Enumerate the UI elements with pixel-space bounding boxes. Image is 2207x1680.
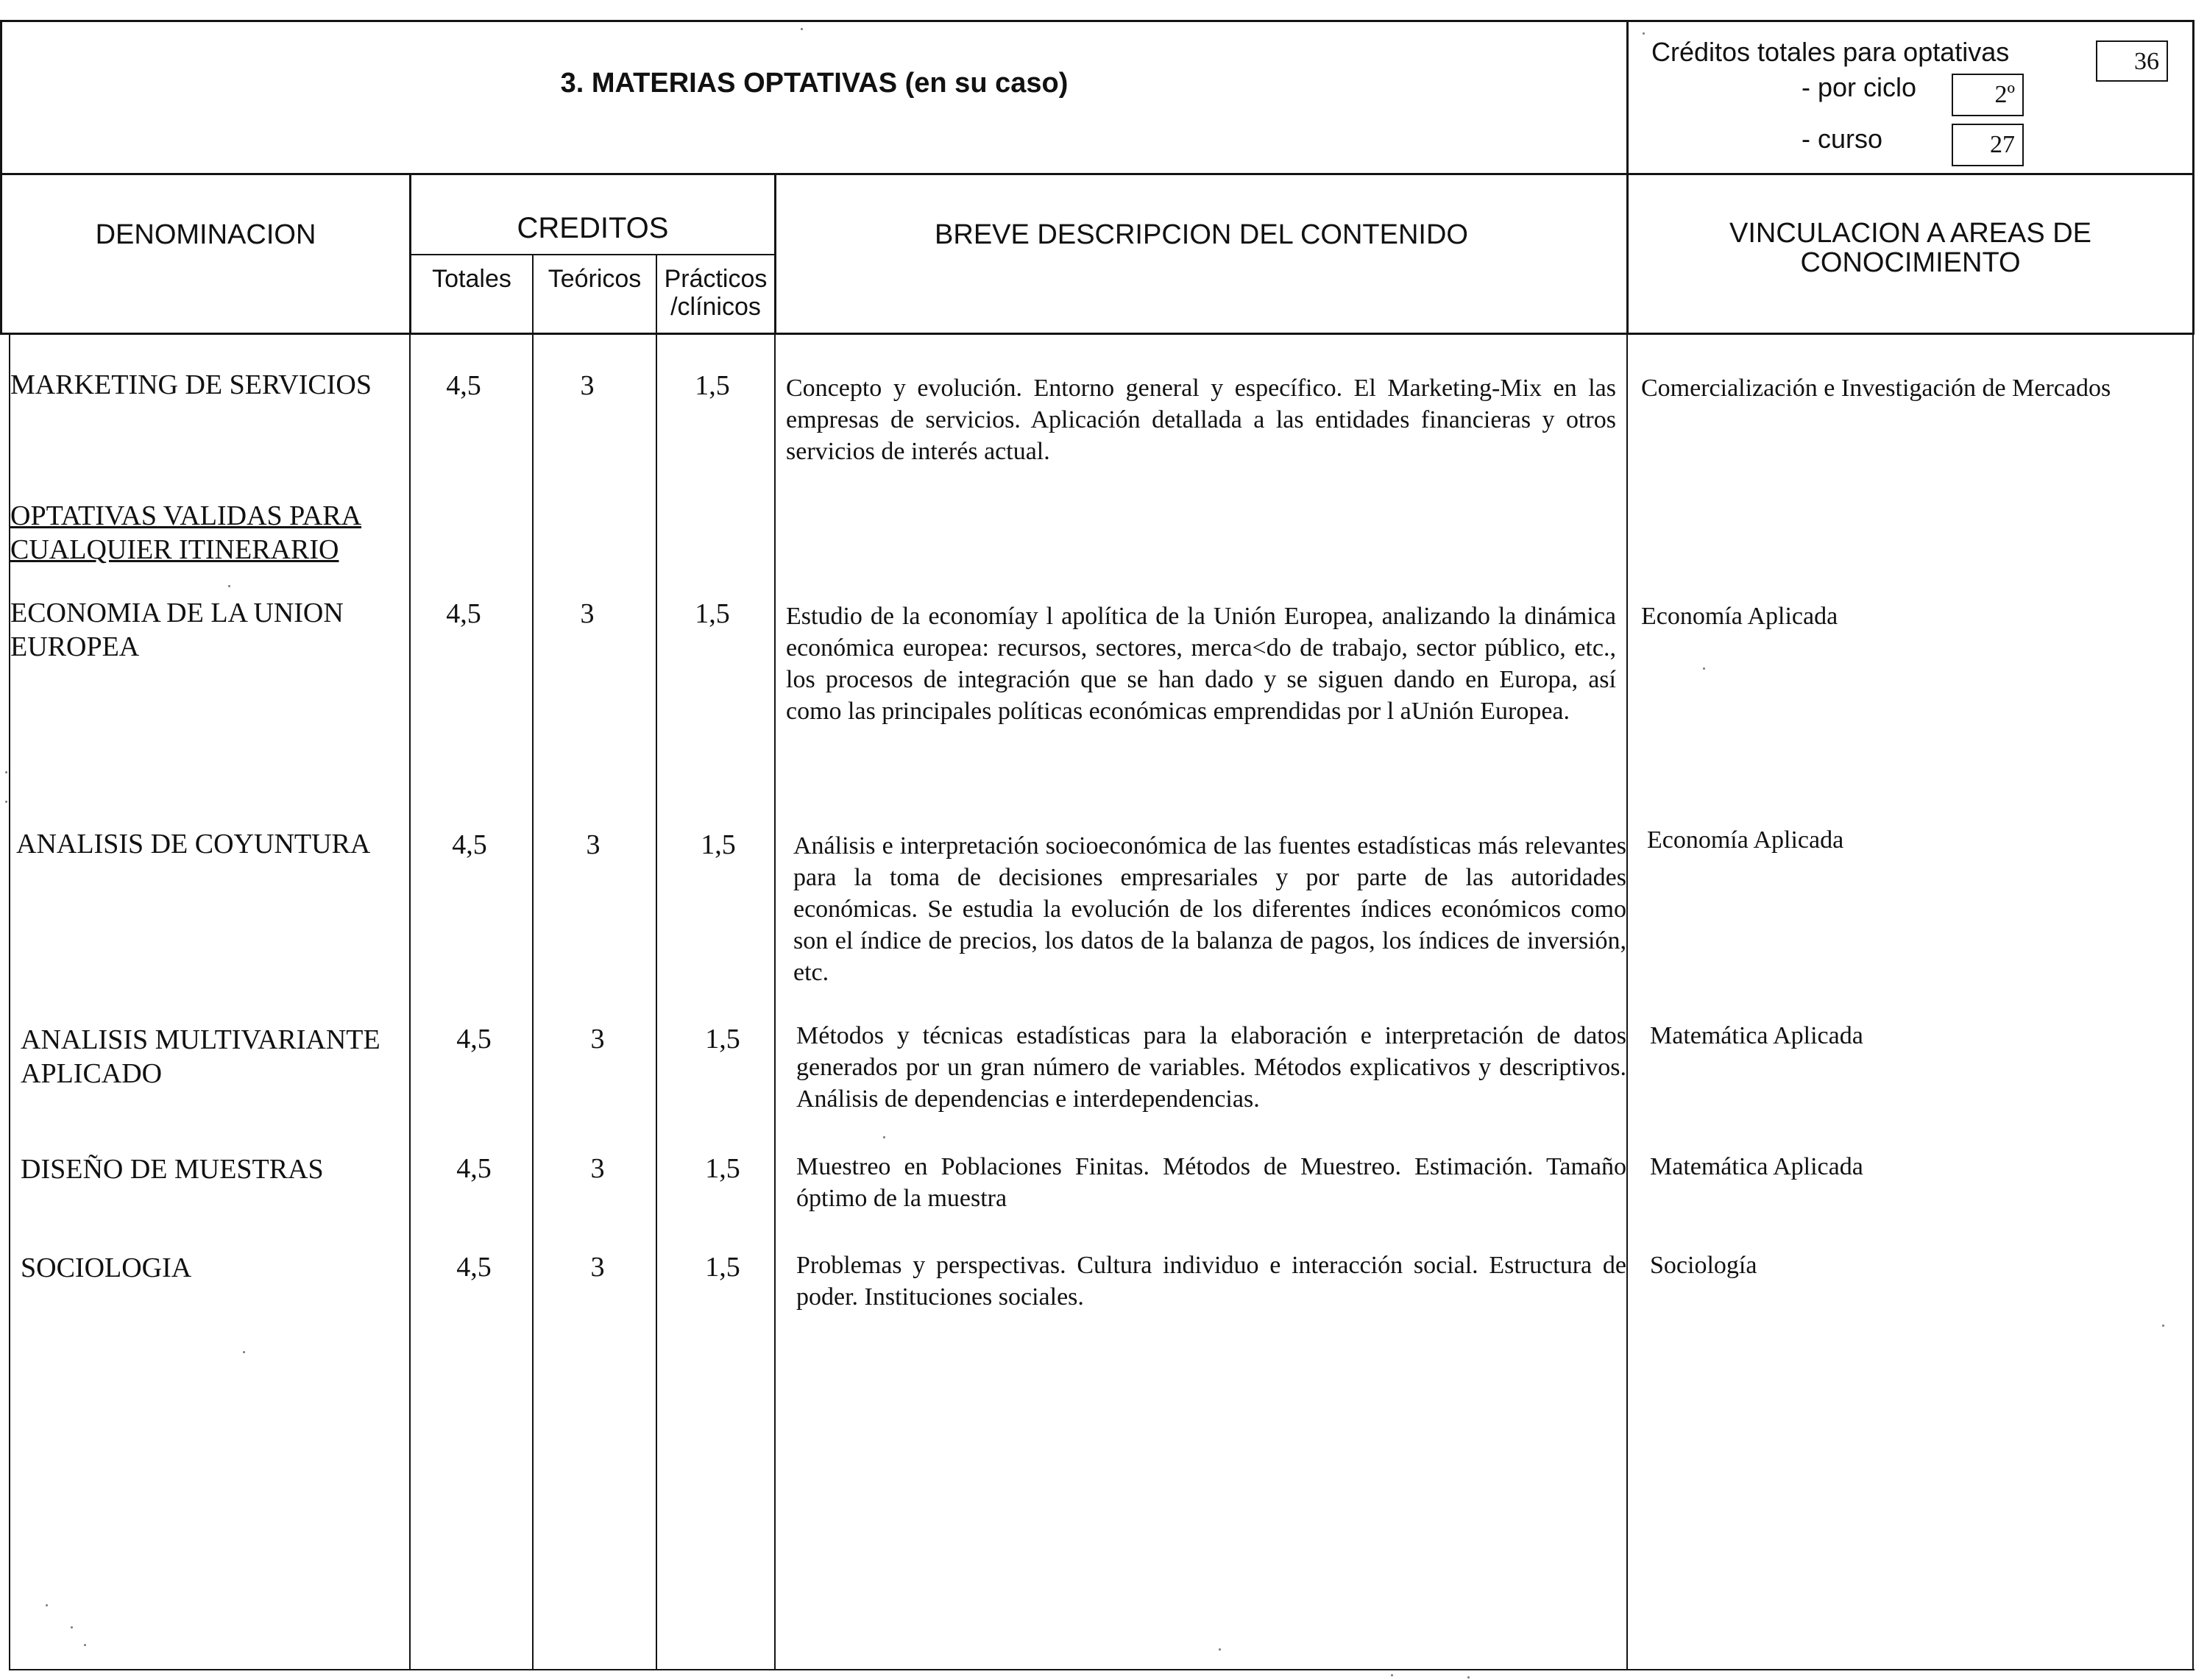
scan-speck xyxy=(1703,667,1705,670)
scan-speck xyxy=(71,1626,73,1628)
scan-speck xyxy=(1643,32,1645,35)
row-totales-multivariante: 4,5 xyxy=(456,1024,492,1055)
scan-speck xyxy=(5,771,7,773)
row-name-marketing: MARKETING DE SERVICIOS xyxy=(10,369,372,400)
scan-speck xyxy=(243,1351,245,1353)
row-totales-coyuntura: 4,5 xyxy=(452,829,487,860)
scan-speck xyxy=(46,1604,48,1606)
col-descripcion: BREVE DESCRIPCION DEL CONTENIDO xyxy=(935,219,1468,250)
scan-speck xyxy=(84,1644,86,1646)
row-description-economia-ue: Estudio de la economíay l apolítica de la Unión Europea, analizando la dinámica económica europea: recursos, sectores, merca<do de trabajo, sector público, etc., los procesos de integración que se han dado y se siguen dando en Europa, así como las principales políticas económicas emprendidas por l aUnión Europea. xyxy=(786,603,1616,725)
section-heading-optativas: OPTATIVAS VALIDAS PARA CUALQUIER ITINERARIO xyxy=(10,500,362,565)
row-description-marketing: Concepto y evolución. Entorno general y específico. El Marketing-Mix en las empresas de servicios. Aplicación detallada a las entidades financieras y otros servicios de interés actual. xyxy=(786,375,1616,465)
col-line-1 xyxy=(409,173,411,335)
row-totales-muestras: 4,5 xyxy=(456,1153,492,1184)
col-creditos: CREDITOS xyxy=(517,212,669,244)
row-area-sociologia: Sociología xyxy=(1650,1252,1757,1279)
row-teoricos-economia-ue: 3 xyxy=(580,598,595,629)
row-practicos-multivariante: 1,5 xyxy=(705,1024,740,1055)
row-description-coyuntura: Análisis e interpretación socioeconómica de las fuentes estadísticas más relevantes para la toma de decisiones empresariales y por parte de las autoridades económicas. Se estudia la evolución de los diferentes índices económicos como son el índice de precios, los datos de la balanza de pagos, los índices de inversión, etc. xyxy=(793,832,1626,986)
credits-total-box: 36 xyxy=(2096,40,2168,82)
scan-speck xyxy=(2162,1325,2164,1327)
row-teoricos-muestras: 3 xyxy=(590,1153,605,1184)
curso-label: - curso xyxy=(1802,124,1883,154)
row-totales-sociologia: 4,5 xyxy=(456,1252,492,1283)
creditos-sub-divider xyxy=(409,254,774,255)
row-teoricos-multivariante: 3 xyxy=(590,1024,605,1055)
row-practicos-sociologia: 1,5 xyxy=(705,1252,740,1283)
col-teoricos: Teóricos xyxy=(548,265,642,293)
col-vinculacion-1: VINCULACION A AREAS DE xyxy=(1729,218,2092,249)
row-teoricos-coyuntura: 3 xyxy=(586,829,601,860)
scan-speck xyxy=(5,801,7,803)
curso-box: 27 xyxy=(1952,124,2024,166)
row-description-muestras: Muestreo en Poblaciones Finitas. Métodos de Muestreo. Estimación. Tamaño óptimo de la muestra xyxy=(796,1153,1626,1212)
row-practicos-coyuntura: 1,5 xyxy=(701,829,736,860)
page-title: 3. MATERIAS OPTATIVAS (en su caso) xyxy=(560,68,1069,99)
row-area-muestras: Matemática Aplicada xyxy=(1650,1153,1863,1180)
scan-speck xyxy=(1391,1674,1393,1676)
col-vinculacion-2: CONOCIMIENTO xyxy=(1800,247,2021,278)
body-col-line-2 xyxy=(532,335,534,1670)
col-denominacion: DENOMINACION xyxy=(95,219,316,250)
row-totales-economia-ue: 4,5 xyxy=(446,598,481,629)
body-col-line-3 xyxy=(656,335,657,1670)
row-area-marketing: Comercialización e Investigación de Mercados xyxy=(1641,375,2111,402)
row-area-economia-ue: Economía Aplicada xyxy=(1641,603,1838,630)
row-teoricos-marketing: 3 xyxy=(580,370,595,401)
row-description-multivariante: Métodos y técnicas estadísticas para la elaboración e interpretación de datos generados por un gran número de variables. Métodos explicativos y descriptivos. Análisis de dependencias e interdependencias. xyxy=(796,1022,1626,1113)
row-area-multivariante: Matemática Aplicada xyxy=(1650,1022,1863,1049)
row-practicos-muestras: 1,5 xyxy=(705,1153,740,1184)
row-name-coyuntura: ANALISIS DE COYUNTURA xyxy=(16,829,371,860)
row-area-coyuntura: Economía Aplicada xyxy=(1647,826,1844,854)
scan-speck xyxy=(883,1136,885,1138)
right-border xyxy=(2192,20,2194,335)
scan-speck xyxy=(1467,1676,1470,1679)
row-name-sociologia: SOCIOLOGIA xyxy=(21,1252,192,1283)
row-teoricos-sociologia: 3 xyxy=(590,1252,605,1283)
body-col-line-1 xyxy=(409,335,411,1670)
row-name-multivariante: ANALISIS MULTIVARIANTE APLICADO xyxy=(21,1024,380,1089)
body-col-line-5 xyxy=(1626,335,1628,1670)
row-totales-marketing: 4,5 xyxy=(446,370,481,401)
body-right-line xyxy=(2192,335,2194,1670)
row-description-sociologia: Problemas y perspectivas. Cultura individuo e interacción social. Estructura de poder. Instituciones sociales. xyxy=(796,1252,1626,1311)
col-clinicos: /clínicos xyxy=(670,293,761,321)
bottom-border xyxy=(9,1669,2194,1670)
row-name-muestras: DISEÑO DE MUESTRAS xyxy=(21,1154,324,1185)
scan-speck xyxy=(228,585,230,587)
credits-total-label: Créditos totales para optativas xyxy=(1651,37,2010,67)
body-col-line-4 xyxy=(774,335,776,1670)
col-header-bottom xyxy=(0,333,2194,335)
col-practicos: Prácticos xyxy=(664,265,768,293)
scan-speck xyxy=(1219,1648,1221,1651)
header-divider xyxy=(1626,20,1629,335)
row-practicos-economia-ue: 1,5 xyxy=(695,598,730,629)
por-ciclo-box: 2º xyxy=(1952,74,2024,116)
por-ciclo-label: - por ciclo xyxy=(1802,72,1917,102)
scan-speck xyxy=(801,28,803,30)
row-name-economia-ue: ECONOMIA DE LA UNION EUROPEA xyxy=(10,598,344,662)
col-totales: Totales xyxy=(432,265,511,293)
top-border xyxy=(0,20,2194,22)
title-row-bottom xyxy=(0,173,2194,175)
col-line-4 xyxy=(774,173,776,335)
row-practicos-marketing: 1,5 xyxy=(695,370,730,401)
